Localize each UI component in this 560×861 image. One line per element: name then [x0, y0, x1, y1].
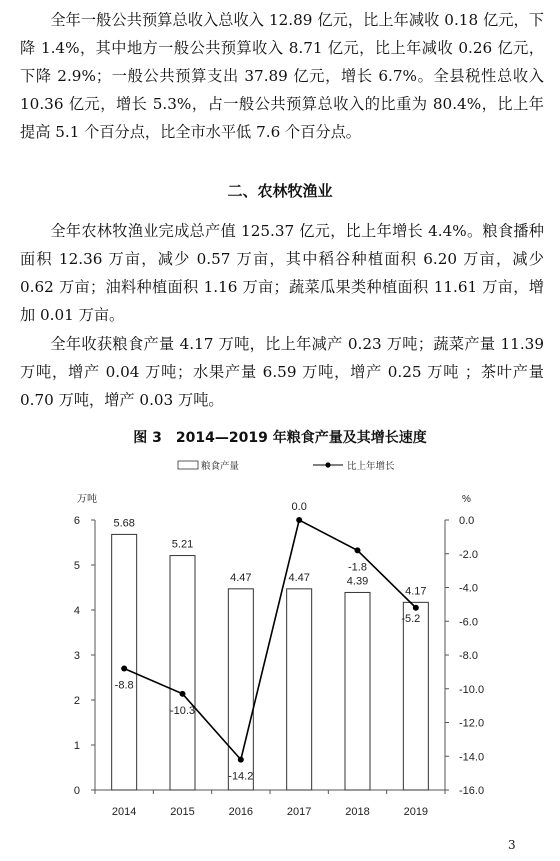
right-axis-tick-label: -16.0 [459, 785, 485, 797]
bar-value-label: 4.47 [288, 571, 310, 584]
right-axis-tick-label: -8.0 [459, 650, 478, 662]
left-axis-tick-label: 2 [73, 695, 80, 707]
growth-rate-label: -1.8 [348, 561, 367, 574]
right-axis-tick-label: -4.0 [459, 582, 478, 595]
left-axis-tick-label: 4 [73, 605, 80, 617]
growth-rate-label: -8.8 [114, 679, 134, 692]
growth-rate-label: -14.2 [228, 770, 254, 783]
growth-rate-point [180, 691, 186, 697]
right-axis-tick-label: -12.0 [459, 717, 485, 730]
figure-title: 图 3 2014—2019 年粮食产量及其增长速度 [133, 430, 427, 446]
legend-bar-label: 粮食产量 [201, 461, 240, 472]
fiscal-paragraph: 全年一般公共预算总收入总收入 12.89 亿元，比上年减收 0.18 亿元，下降 1.4%，其中地方一般公共预算收入 8.71 亿元，比上年减收 0.26 亿元，下降 2.9%；一般公共预算支出 37.89 亿元，增长 6.7%。全县税性总收入 10.36 亿元，增长 5.3%，占一般公共预算总收入的比重为 80.4%，比上年提高 5.1 个百分点，比全市水平低 7.6 个百分点。 [20, 11, 544, 141]
right-axis-tick-label: -14.0 [459, 751, 485, 764]
x-axis-tick-label: 2018 [345, 806, 370, 818]
x-axis-tick-label: 2019 [403, 806, 429, 818]
right-axis-tick-label: 0.0 [459, 515, 475, 527]
right-axis-tick-label: -6.0 [459, 616, 478, 629]
legend-line-marker [325, 462, 330, 467]
bar-value-label: 5.21 [171, 538, 194, 551]
x-axis-tick-label: 2014 [111, 806, 137, 818]
growth-rate-point [296, 517, 302, 523]
bar-grain-output [170, 556, 195, 790]
legend-bar-swatch [178, 461, 198, 469]
growth-rate-label: -5.2 [401, 612, 421, 625]
growth-rate-point [121, 666, 127, 672]
left-axis-tick-label: 5 [73, 560, 80, 572]
bar-grain-output [403, 602, 428, 790]
bar-grain-output [112, 534, 137, 790]
left-axis-unit: 万吨 [77, 494, 97, 505]
growth-rate-point [355, 547, 361, 553]
agriculture-paragraph: 全年农林牧渔业完成总产值 125.37 亿元，比上年增长 4.4%。粮食播种面积 12.36 万亩，减少 0.57 万亩，其中稻谷种植面积 6.20 万亩，减少 0.62 万亩；油料种植面积 1.16 万亩；蔬菜瓜果类种植面积 11.61 万亩，增加 0.01 万亩。 [20, 222, 544, 324]
left-axis-tick-label: 6 [73, 515, 80, 527]
growth-rate-label: -10.3 [169, 704, 196, 717]
bar-value-label: 5.68 [113, 517, 135, 530]
left-axis-tick-label: 1 [73, 740, 80, 752]
x-axis-tick-label: 2015 [170, 806, 195, 818]
growth-rate-label: 0.0 [291, 501, 307, 513]
legend-line-label: 比上年增长 [347, 461, 395, 472]
growth-rate-point [238, 757, 244, 763]
bar-value-label: 4.17 [405, 585, 427, 598]
grain-output-chart [0, 450, 560, 820]
x-axis-tick-label: 2016 [228, 806, 254, 818]
grain-output-paragraph: 全年收获粮食产量 4.17 万吨，比上年减产 0.23 万吨；蔬菜产量 11.39 万吨，增产 0.04 万吨；水果产量 6.59 万吨，增产 0.25 万吨 ；茶叶产量 0.70 万吨，增产 0.03 万吨。 [20, 335, 544, 409]
right-axis-unit: % [462, 494, 471, 505]
page-number: 3 [508, 838, 516, 852]
chart-legend [178, 460, 395, 472]
bar-grain-output [287, 589, 312, 790]
growth-rate-point [413, 605, 419, 611]
left-axis-tick-label: 3 [73, 650, 80, 662]
section-heading: 二、农林牧渔业 [227, 182, 333, 200]
right-axis-tick-label: -2.0 [459, 548, 478, 561]
growth-rate-line [124, 520, 416, 760]
bar-value-label: 4.47 [230, 571, 252, 584]
bar-value-label: 4.39 [346, 575, 369, 588]
x-axis-tick-label: 2017 [286, 806, 312, 818]
right-axis-tick-label: -10.0 [459, 683, 485, 696]
left-axis-tick-label: 0 [73, 785, 80, 797]
bar-grain-output [345, 592, 370, 790]
